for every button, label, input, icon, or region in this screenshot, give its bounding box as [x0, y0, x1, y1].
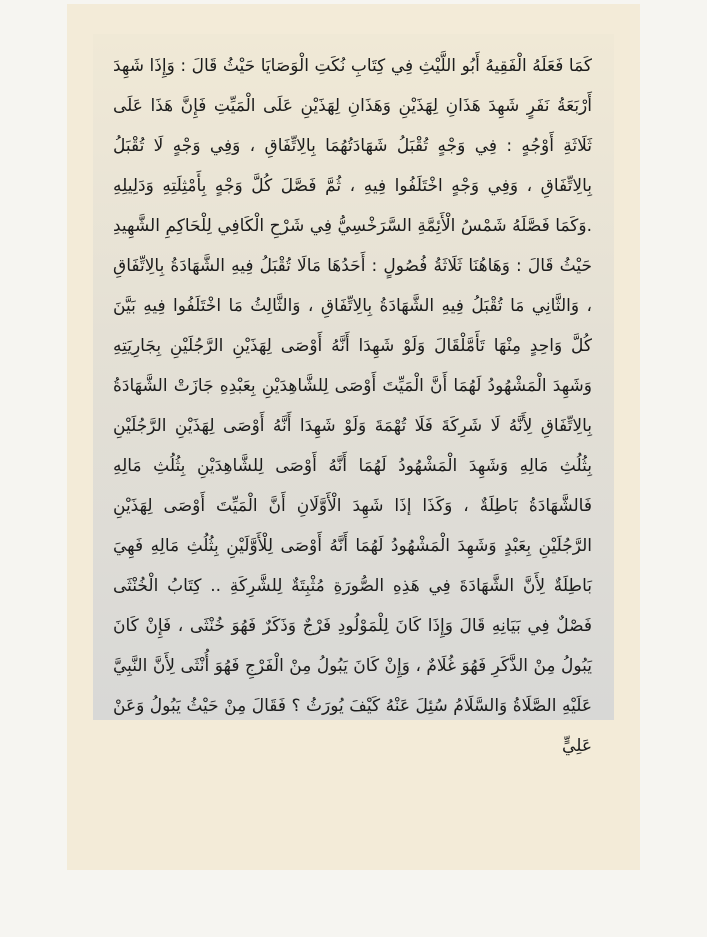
- document-page: [67, 4, 640, 870]
- body-text: كَمَا فَعَلَهُ الْفَقِيهُ أَبُو اللَّيْثِ فِي كِتَابِ نُكَتِ الْوَصَايَا حَيْثُ قَالَ : وَإِذَا شَهِدَ أَرْبَعَةُ نَفَرٍ شَهِدَ هَذَانِ لِهَذَيْنِ وَهَذَانِ لِهَذَيْنِ عَلَى الْمَيِّتِ فَإِنَّ هَذَا عَلَى ثَلَاثَةِ أَوْجُهٍ : فِي وَجْهٍ تُقْبَلُ شَهَادَتُهُمَا بِالِاتِّفَاقِ ، وَفِي وَجْهٍ لَا تُقْبَلُ بِالِاتِّفَاقِ ، وَفِي وَجْهٍ اخْتَلَفُوا فِيهِ ، ثُمَّ فَصَّلَ كُلَّ وَجْهٍ بِأَمْثِلَتِهِ وَدَلِيلِهِ .وَكَمَا فَصَّلَهُ شَمْسُ الْأَئِمَّةِ السَّرَخْسِيُّ فِي شَرْحِ الْكَافِي لِلْحَاكِمِ الشَّهِيدِ حَيْثُ قَالَ : وَهَاهُنَا ثَلَاثَةُ فُصُولٍ : أَحَدُهَا مَالَا تُقْبَلُ فِيهِ الشَّهَادَةُ بِالِاتِّفَاقِ ، وَالثَّانِي مَا تُقْبَلُ فِيهِ الشَّهَادَةُ بِالِاتِّفَاقِ ، وَالثَّالِثُ مَا اخْتَلَفُوا فِيهِ بَيَّنَ كُلَّ وَاحِدٍ مِنْهَا تَأَمَّلْقَالَ وَلَوْ شَهِدَا أَنَّهُ أَوْصَى لِهَذَيْنِ الرَّجُلَيْنِ بِجَارِيَتِهِ وَشَهِدَ الْمَشْهُودُ لَهُمَا أَنَّ الْمَيِّتَ أَوْصَى لِلشَّاهِدَيْنِ بِعَبْدِهِ جَازَتْ الشَّهَادَةُ بِالِاتِّفَاقِ لِأَنَّهُ لَا شَرِكَةَ فَلَا تُهْمَةَ وَلَوْ شَهِدَا أَنَّهُ أَوْصَى لِهَذَيْنِ الرَّجُلَيْنِ بِثُلُثِ مَالِهِ وَشَهِدَ الْمَشْهُودُ لَهُمَا أَنَّهُ أَوْصَى لِلشَّاهِدَيْنِ بِثُلُثِ مَالِهِ فَالشَّهَادَةُ بَاطِلَةٌ ، وَكَذَا إذَا شَهِدَ الْأَوَّلَانِ أَنَّ الْمَيِّتَ أَوْصَى لِهَذَيْنِ الرَّجُلَيْنِ بِعَبْدٍ وَشَهِدَ الْمَشْهُودُ لَهُمَا أَنَّهُ أَوْصَى لِلْأَوَّلَيْنِ بِثُلُثِ مَالِهِ فَهِيَ بَاطِلَةٌ لِأَنَّ الشَّهَادَةَ فِي هَذِهِ الصُّورَةِ مُثْبِتَةٌ لِلشَّرِكَةِ .. كِتَابُ الْخُنْثَى فَصْلٌ فِي بَيَانِهِ قَالَ وَإِذَا كَانَ لِلْمَوْلُودِ فَرْجٌ وَذَكَرٌ فَهُوَ خُنْثَى ، فَإِنْ كَانَ يَبُولُ مِنْ الذَّكَرِ فَهُوَ غُلَامٌ ، وَإِنْ كَانَ يَبُولُ مِنْ الْفَرْجِ فَهُوَ أُنْثَى لِأَنَّ النَّبِيَّ عَلَيْهِ الصَّلَاةُ وَالسَّلَامُ سُئِلَ عَنْهُ كَيْفَ يُورَثُ ؟ فَقَالَ مِنْ حَيْثُ يَبُولُ وَعَنْ عَلِيٍّ: [113, 56, 592, 756]
- text-block: [93, 34, 614, 756]
